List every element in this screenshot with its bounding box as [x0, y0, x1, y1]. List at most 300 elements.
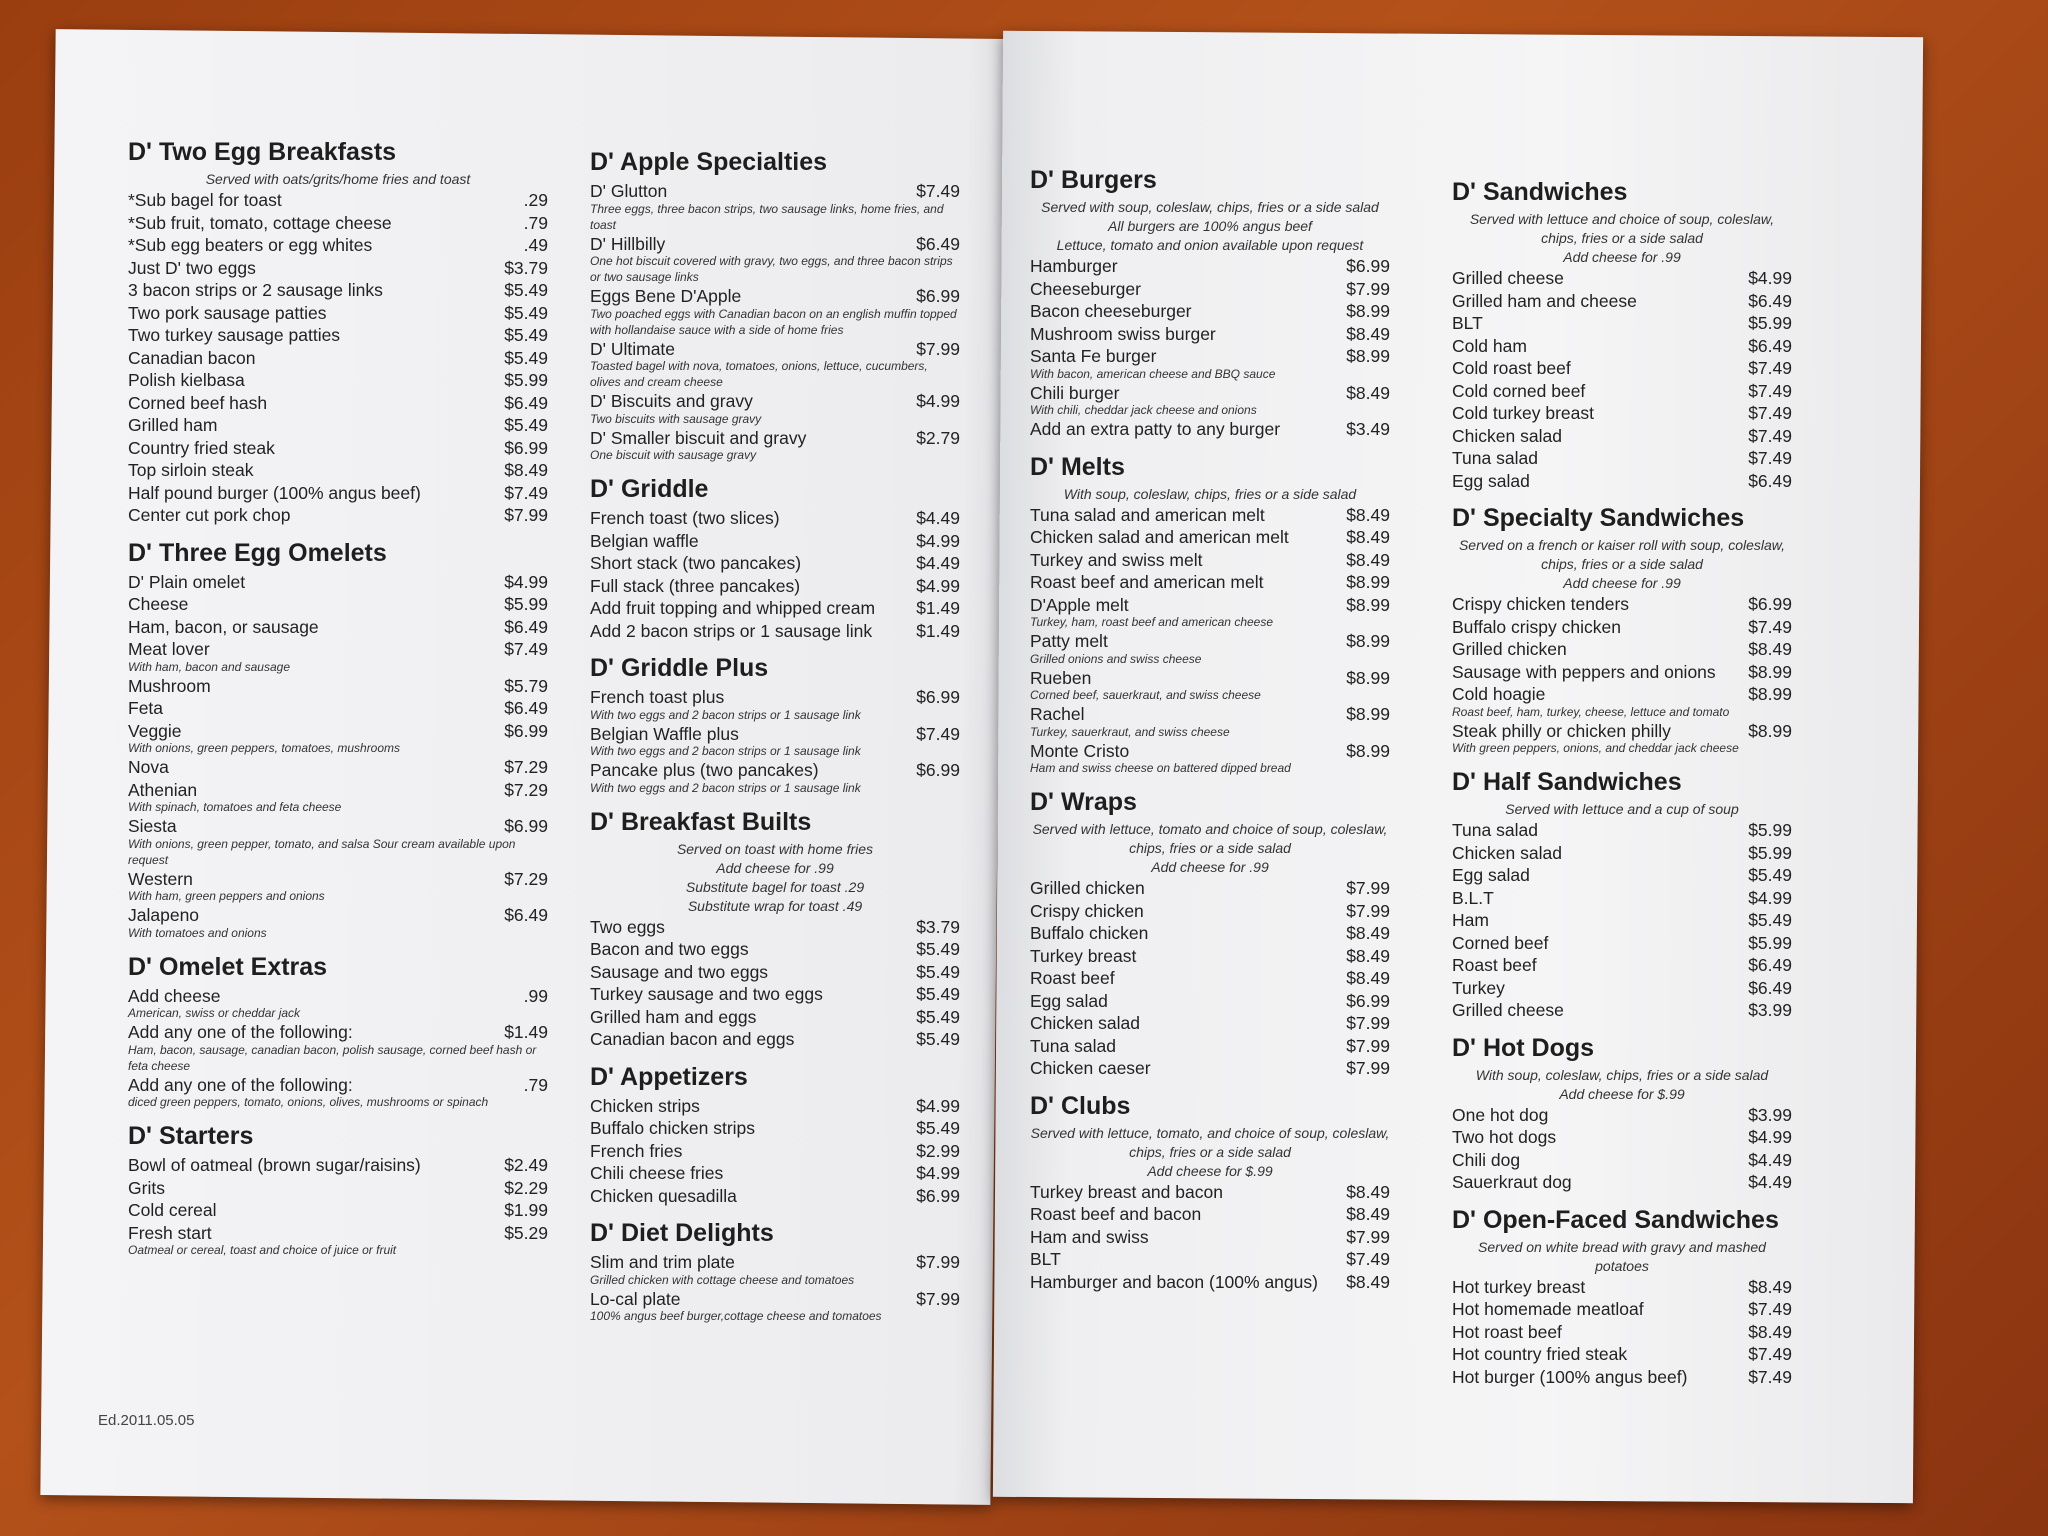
menu-item: [590, 427, 960, 450]
menu-item: [128, 482, 548, 505]
item-price: $2.29: [504, 1177, 548, 1198]
item-name: Egg salad: [1452, 865, 1530, 885]
menu-section: [1030, 788, 1390, 1080]
section-title: D' Appetizers: [590, 1062, 748, 1091]
item-name: Santa Fe burger: [1030, 346, 1157, 366]
item-description: 100% angus beef burger,cottage cheese and tomatoes: [590, 1309, 882, 1323]
item-price: $4.99: [1748, 887, 1792, 908]
item-name: Sausage with peppers and onions: [1452, 661, 1716, 682]
menu-item: [590, 1006, 960, 1029]
item-name: Grilled cheese: [1452, 268, 1564, 288]
item-price: $1.49: [504, 1022, 548, 1042]
item-price: $6.49: [504, 905, 548, 925]
menu-item: [1452, 1343, 1792, 1366]
item-name: Fresh start: [128, 1222, 212, 1243]
menu-item: [128, 212, 548, 235]
item-price: $6.99: [1748, 594, 1792, 614]
item-name: Roast beef: [1030, 968, 1115, 988]
item-price: $2.99: [916, 1140, 960, 1161]
item-description: One hot biscuit covered with gravy, two eggs, and three bacon strips or two sausage links: [590, 254, 953, 284]
menu-item: [1030, 967, 1390, 990]
item-price: $5.49: [916, 1118, 960, 1138]
menu-item: [1030, 1248, 1390, 1271]
item-name: D'Apple melt: [1030, 594, 1129, 615]
menu-item: [1452, 425, 1792, 448]
item-description: With spinach, tomatoes and feta cheese: [128, 800, 342, 814]
section-title: D' Three Egg Omelets: [128, 538, 387, 567]
item-price: $7.49: [504, 639, 548, 659]
item-price: .29: [523, 190, 548, 210]
item-price: $5.49: [504, 415, 548, 435]
item-description: Turkey, sauerkraut, and swiss cheese: [1030, 724, 1230, 739]
section-title: D' Breakfast Builts: [590, 807, 812, 836]
item-name: Corned beef hash: [128, 392, 268, 413]
item-price: $4.99: [916, 391, 960, 411]
menu-item: [1452, 1321, 1792, 1344]
menu-item: [590, 1117, 960, 1140]
item-name: Chicken salad: [1452, 842, 1562, 863]
item-name: Buffalo crispy chicken: [1452, 616, 1621, 637]
item-price: $7.49: [1346, 1249, 1390, 1269]
menu-item: [1030, 945, 1390, 968]
menu-item: [1452, 1366, 1792, 1389]
menu-item: [1452, 1104, 1792, 1127]
section-title: D' Clubs: [1030, 1091, 1131, 1120]
menu-section: [590, 475, 960, 642]
section-subtitle: Served on a french or kaiser roll with soup, coleslaw, chips, fries or a side salad: [1458, 537, 1786, 572]
item-name: Hamburger: [1030, 256, 1118, 276]
item-price: $7.99: [1346, 1035, 1390, 1056]
menu-item: [1452, 616, 1792, 639]
item-price: $2.79: [916, 427, 960, 448]
item-description: Toasted bagel with nova, tomatoes, onions, lettuce, cucumbers, olives and cream cheese: [590, 359, 928, 389]
item-name: Add an extra patty to any burger: [1030, 419, 1281, 439]
item-name: Sauerkraut dog: [1452, 1172, 1572, 1192]
section-subtitle: Substitute bagel for toast .29: [685, 878, 865, 895]
item-price: $5.49: [504, 347, 548, 368]
item-name: D' Biscuits and gravy: [590, 391, 753, 411]
menu-item: [1030, 418, 1390, 441]
item-name: Grilled chicken: [1452, 639, 1567, 659]
item-name: Chicken quesadilla: [590, 1185, 737, 1206]
item-description: Three eggs, three bacon strips, two sausage links, home fries, and toast: [590, 201, 944, 232]
item-price: $8.49: [1346, 1181, 1390, 1202]
item-name: Veggie: [128, 720, 182, 741]
item-price: $1.99: [504, 1200, 548, 1220]
item-name: Cold hoagie: [1452, 684, 1546, 704]
menu-item: [128, 1154, 548, 1177]
item-name: D' Plain omelet: [128, 571, 246, 592]
item-price: $7.99: [916, 1288, 960, 1309]
item-price: $6.99: [504, 816, 548, 836]
item-price: $4.99: [1748, 268, 1792, 288]
menu-item: [128, 697, 548, 720]
menu-item: [590, 620, 960, 643]
section-title: D' Omelet Extras: [128, 952, 328, 981]
item-name: BLT: [1452, 313, 1483, 333]
item-price: $5.49: [916, 984, 960, 1004]
menu-item: [1452, 1171, 1792, 1194]
section-subtitle: Substitute wrap for toast .49: [687, 897, 863, 914]
menu-item: [1452, 909, 1792, 932]
item-name: Chicken salad and american melt: [1030, 527, 1289, 547]
menu-item: [1452, 1149, 1792, 1172]
item-name: Lo-cal plate: [590, 1288, 681, 1309]
item-price: $6.99: [1346, 256, 1390, 276]
menu-item: [128, 638, 548, 661]
menu-item: [1452, 977, 1792, 1000]
item-name: Add cheese: [128, 985, 221, 1006]
item-name: Egg salad: [1452, 470, 1530, 491]
section-subtitle: All burgers are 100% angus beef: [1108, 218, 1312, 234]
item-name: Roast beef and bacon: [1030, 1204, 1202, 1224]
menu-column-2: [590, 148, 960, 1336]
item-name: Just D' two eggs: [128, 257, 256, 278]
item-price: $8.49: [1346, 1204, 1390, 1224]
menu-item: [1452, 312, 1792, 335]
menu-item: [128, 616, 548, 639]
menu-item: [590, 1185, 960, 1208]
item-description: With chili, cheddar jack cheese and onions: [1030, 403, 1257, 417]
menu-item: [590, 961, 960, 984]
item-price: $8.99: [1748, 720, 1792, 741]
item-name: Cold roast beef: [1452, 358, 1571, 378]
item-description: Grilled chicken with cottage cheese and tomatoes: [590, 1272, 855, 1287]
menu-item: [590, 1162, 960, 1185]
item-name: One hot dog: [1452, 1104, 1549, 1125]
item-price: $5.99: [1748, 313, 1792, 333]
menu-item: [128, 279, 548, 302]
item-price: $3.79: [504, 257, 548, 278]
item-price: $7.49: [1748, 448, 1792, 468]
menu-item: [1030, 900, 1390, 923]
section-subtitle: Add cheese for .99: [1563, 575, 1681, 591]
item-price: $6.99: [504, 437, 548, 458]
menu-item: [1452, 638, 1792, 661]
item-price: $7.99: [1346, 900, 1390, 921]
section-title: D' Half Sandwiches: [1452, 768, 1682, 796]
section-title: D' Two Egg Breakfasts: [128, 138, 397, 166]
item-price: .99: [523, 985, 548, 1006]
item-description: With onions, green peppers, tomatoes, mushrooms: [128, 741, 401, 755]
item-name: Cold cereal: [128, 1200, 217, 1220]
item-price: .49: [523, 235, 548, 255]
edition-label: Ed.2011.05.05: [98, 1412, 195, 1429]
item-name: Steak philly or chicken philly: [1452, 720, 1671, 741]
item-price: $5.29: [504, 1222, 548, 1243]
item-price: $4.49: [1748, 1172, 1792, 1192]
menu-item: [1030, 1012, 1390, 1035]
menu-section: [128, 539, 548, 941]
item-name: Cold turkey breast: [1452, 403, 1595, 423]
item-name: Siesta: [128, 816, 177, 836]
item-description: With two eggs and 2 bacon strips or 1 sausage link: [590, 780, 861, 795]
item-price: $8.99: [1346, 594, 1390, 615]
item-name: Western: [128, 868, 193, 889]
item-price: $6.49: [1748, 977, 1792, 998]
item-price: $8.49: [1346, 945, 1390, 966]
item-name: Turkey: [1452, 977, 1505, 998]
item-name: Two turkey sausage patties: [128, 325, 341, 345]
section-subtitle: Served on white bread with gravy and mashed potatoes: [1478, 1238, 1766, 1274]
menu-item: [590, 233, 960, 256]
menu-section: [1030, 453, 1390, 777]
item-name: Full stack (three pancakes): [590, 575, 801, 596]
item-name: Turkey breast: [1030, 945, 1137, 966]
item-price: $7.29: [504, 757, 548, 777]
menu-item: [128, 1021, 548, 1044]
item-price: $8.49: [1748, 639, 1792, 659]
item-description: With bacon, american cheese and BBQ sauce: [1030, 366, 1276, 381]
item-price: $8.49: [1748, 1276, 1792, 1297]
item-name: Grits: [128, 1177, 165, 1198]
menu-item: [1030, 877, 1390, 900]
item-price: $6.49: [504, 616, 548, 637]
menu-item: [1452, 932, 1792, 955]
item-price: $8.99: [1346, 631, 1390, 651]
item-price: $7.29: [504, 779, 548, 800]
item-name: Bowl of oatmeal (brown sugar/raisins): [128, 1155, 421, 1175]
item-description: Corned beef, sauerkraut, and swiss cheese: [1030, 688, 1261, 702]
menu-item: [590, 983, 960, 1006]
menu-item: [1030, 703, 1390, 726]
item-name: Short stack (two pancakes): [590, 553, 802, 573]
item-price: $8.49: [1346, 968, 1390, 988]
item-name: *Sub fruit, tomato, cottage cheese: [128, 212, 392, 233]
item-price: $5.49: [1748, 865, 1792, 885]
menu-item: [1030, 1203, 1390, 1226]
section-subtitle: Served on toast with home fries: [676, 840, 874, 857]
item-description: Turkey, ham, roast beef and american cheese: [1030, 615, 1274, 629]
item-description: With two eggs and 2 bacon strips or 1 sausage link: [590, 707, 861, 722]
item-name: D' Smaller biscuit and gravy: [590, 427, 807, 448]
menu-item: [1452, 954, 1792, 977]
item-price: $8.49: [1748, 1321, 1792, 1342]
menu-item: [590, 723, 960, 746]
item-price: $7.99: [1346, 1226, 1390, 1247]
section-subtitle: With soup, coleslaw, chips, fries or a side salad: [1063, 485, 1357, 502]
menu-item: [1030, 504, 1390, 527]
menu-item: [590, 1140, 960, 1163]
item-price: $7.99: [504, 505, 548, 525]
item-name: French toast (two slices): [590, 508, 780, 528]
item-price: $7.99: [1346, 278, 1390, 299]
item-price: $8.99: [1748, 684, 1792, 704]
item-price: $6.99: [916, 687, 960, 707]
menu-item: [1030, 382, 1390, 405]
menu-item: [590, 1028, 960, 1051]
menu-item: [128, 756, 548, 779]
item-name: B.L.T: [1452, 887, 1494, 908]
item-name: Hot homemade meatloaf: [1452, 1299, 1644, 1319]
item-name: Cold corned beef: [1452, 380, 1586, 401]
menu-item: [128, 302, 548, 325]
item-name: Chicken salad: [1452, 425, 1562, 446]
item-name: Grilled ham: [128, 415, 218, 435]
item-price: $3.79: [916, 916, 960, 937]
menu-item: [1030, 740, 1390, 763]
menu-item: [128, 985, 548, 1008]
menu-item: [128, 324, 548, 347]
item-name: Tuna salad: [1030, 1035, 1116, 1056]
item-name: Add any one of the following:: [128, 1022, 353, 1042]
item-name: Ham: [1452, 910, 1489, 930]
item-price: .79: [523, 212, 548, 233]
item-price: $7.49: [916, 723, 960, 744]
item-name: Add 2 bacon strips or 1 sausage link: [590, 620, 873, 641]
item-price: $8.99: [1346, 704, 1390, 724]
item-description: Ham, bacon, sausage, canadian bacon, polish sausage, corned beef hash or feta cheese: [128, 1042, 537, 1073]
item-price: $7.49: [916, 181, 960, 201]
item-description: Roast beef, ham, turkey, cheese, lettuce and tomato: [1452, 704, 1730, 719]
item-name: Turkey sausage and two eggs: [590, 984, 823, 1004]
item-name: Half pound burger (100% angus beef): [128, 482, 421, 503]
section-subtitle: Add cheese for .99: [1151, 859, 1269, 875]
item-name: Grilled cheese: [1452, 1000, 1564, 1020]
item-price: $4.49: [1748, 1149, 1792, 1170]
item-price: $7.49: [1748, 1344, 1792, 1364]
menu-section: [590, 1063, 960, 1208]
item-price: $5.49: [916, 961, 960, 982]
item-price: $7.49: [1748, 1299, 1792, 1319]
item-price: $4.99: [916, 575, 960, 596]
menu-item: [128, 504, 548, 527]
item-name: Bacon cheeseburger: [1030, 301, 1192, 321]
item-name: Athenian: [128, 779, 198, 800]
item-price: $6.99: [916, 286, 960, 306]
menu-item: [1452, 720, 1792, 743]
section-title: D' Melts: [1030, 452, 1125, 481]
menu-item: [128, 347, 548, 370]
menu-item: [1030, 549, 1390, 572]
menu-item: [128, 459, 548, 482]
item-price: $7.99: [916, 338, 960, 359]
item-name: Country fried steak: [128, 437, 275, 458]
item-price: $4.99: [1748, 1127, 1792, 1147]
item-price: $6.49: [504, 698, 548, 718]
item-price: $6.49: [1748, 955, 1792, 975]
menu-item: [128, 779, 548, 802]
menu-item: [590, 759, 960, 782]
menu-item: [1030, 990, 1390, 1013]
item-name: Add any one of the following:: [128, 1074, 353, 1095]
item-price: $4.49: [916, 553, 960, 573]
section-subtitle: With soup, coleslaw, chips, fries or a side salad: [1475, 1066, 1769, 1083]
item-name: Mushroom: [128, 675, 211, 696]
item-name: Turkey breast and bacon: [1030, 1181, 1223, 1202]
item-name: *Sub egg beaters or egg whites: [128, 235, 373, 255]
item-name: Chili cheese fries: [590, 1163, 724, 1183]
item-price: $6.99: [504, 720, 548, 741]
item-price: $6.49: [1748, 470, 1792, 491]
section-title: D' Griddle Plus: [590, 654, 769, 682]
section-subtitle: Served with lettuce and a cup of soup: [1505, 801, 1739, 817]
item-description: With ham, bacon and sausage: [128, 659, 290, 674]
menu-item: [128, 720, 548, 743]
menu-item: [128, 1199, 548, 1222]
item-price: $7.99: [916, 1252, 960, 1272]
item-price: $5.49: [1748, 910, 1792, 930]
item-price: $4.99: [916, 1095, 960, 1116]
menu-section: [1452, 178, 1792, 492]
menu-item: [128, 414, 548, 437]
menu-item: [1030, 1035, 1390, 1058]
item-name: Slim and trim plate: [590, 1252, 735, 1272]
item-price: $5.49: [916, 1029, 960, 1049]
item-price: $7.49: [1748, 403, 1792, 423]
item-price: $5.99: [504, 594, 548, 614]
item-price: $8.49: [1346, 382, 1390, 403]
item-description: Ham and swiss cheese on battered dipped bread: [1030, 761, 1291, 775]
menu-item: [128, 369, 548, 392]
item-price: $7.29: [504, 868, 548, 889]
item-name: Canadian bacon: [128, 347, 256, 368]
menu-column-1: [128, 138, 548, 1270]
menu-item: [590, 686, 960, 709]
menu-item: [1452, 335, 1792, 358]
menu-item: [590, 1251, 960, 1274]
menu-section: [128, 138, 548, 527]
item-name: Canadian bacon and eggs: [590, 1029, 795, 1049]
menu-section: [128, 953, 548, 1111]
item-name: Feta: [128, 698, 164, 718]
item-name: *Sub bagel for toast: [128, 190, 282, 210]
section-title: D' Specialty Sandwiches: [1452, 504, 1745, 532]
item-description: With tomatoes and onions: [128, 925, 267, 940]
menu-section: [590, 1219, 960, 1324]
section-subtitle: Lettuce, tomato and onion available upon request: [1056, 237, 1364, 253]
item-name: Two eggs: [590, 916, 665, 937]
item-price: $6.49: [1748, 290, 1792, 311]
item-name: Hot country fried steak: [1452, 1344, 1628, 1364]
item-description: One biscuit with sausage gravy: [590, 448, 757, 462]
section-title: D' Apple Specialties: [590, 148, 828, 176]
item-description: Two biscuits with sausage gravy: [590, 411, 762, 426]
item-price: $3.99: [1748, 1000, 1792, 1020]
section-title: D' Starters: [128, 1122, 254, 1150]
item-name: Rueben: [1030, 667, 1092, 688]
item-name: Nova: [128, 757, 169, 777]
menu-column-3: [1030, 166, 1390, 1305]
section-title: D' Wraps: [1030, 788, 1137, 816]
item-price: $5.79: [504, 675, 548, 696]
menu-item: [1030, 1271, 1390, 1294]
item-name: Grilled ham and eggs: [590, 1006, 757, 1027]
item-description: American, swiss or cheddar jack: [128, 1006, 301, 1020]
menu-section: [590, 148, 960, 463]
menu-item: [590, 597, 960, 620]
item-price: $5.99: [1748, 932, 1792, 953]
menu-item: [1452, 447, 1792, 470]
section-subtitle: Served with oats/grits/home fries and toast: [205, 171, 471, 187]
section-title: D' Griddle: [590, 475, 709, 503]
item-price: $5.49: [916, 1006, 960, 1027]
item-name: Rachel: [1030, 704, 1085, 724]
item-name: Two hot dogs: [1452, 1127, 1557, 1147]
item-name: French fries: [590, 1140, 683, 1161]
menu-column-4: [1452, 178, 1792, 1400]
item-description: Two poached eggs with Canadian bacon on an english muffin topped with hollandaise sauce with a side of home fries: [590, 306, 957, 337]
item-price: $7.49: [504, 482, 548, 503]
menu-item: [1030, 526, 1390, 549]
item-name: D' Hillbilly: [590, 233, 666, 254]
item-price: $5.99: [1748, 820, 1792, 840]
item-price: $6.49: [1748, 335, 1792, 356]
item-name: Cold ham: [1452, 335, 1527, 356]
section-subtitle: Served with lettuce and choice of soup, coleslaw, chips, fries or a side salad: [1469, 211, 1775, 246]
menu-item: [128, 1074, 548, 1097]
item-description: diced green peppers, tomato, onions, olives, mushrooms or spinach: [128, 1095, 489, 1109]
